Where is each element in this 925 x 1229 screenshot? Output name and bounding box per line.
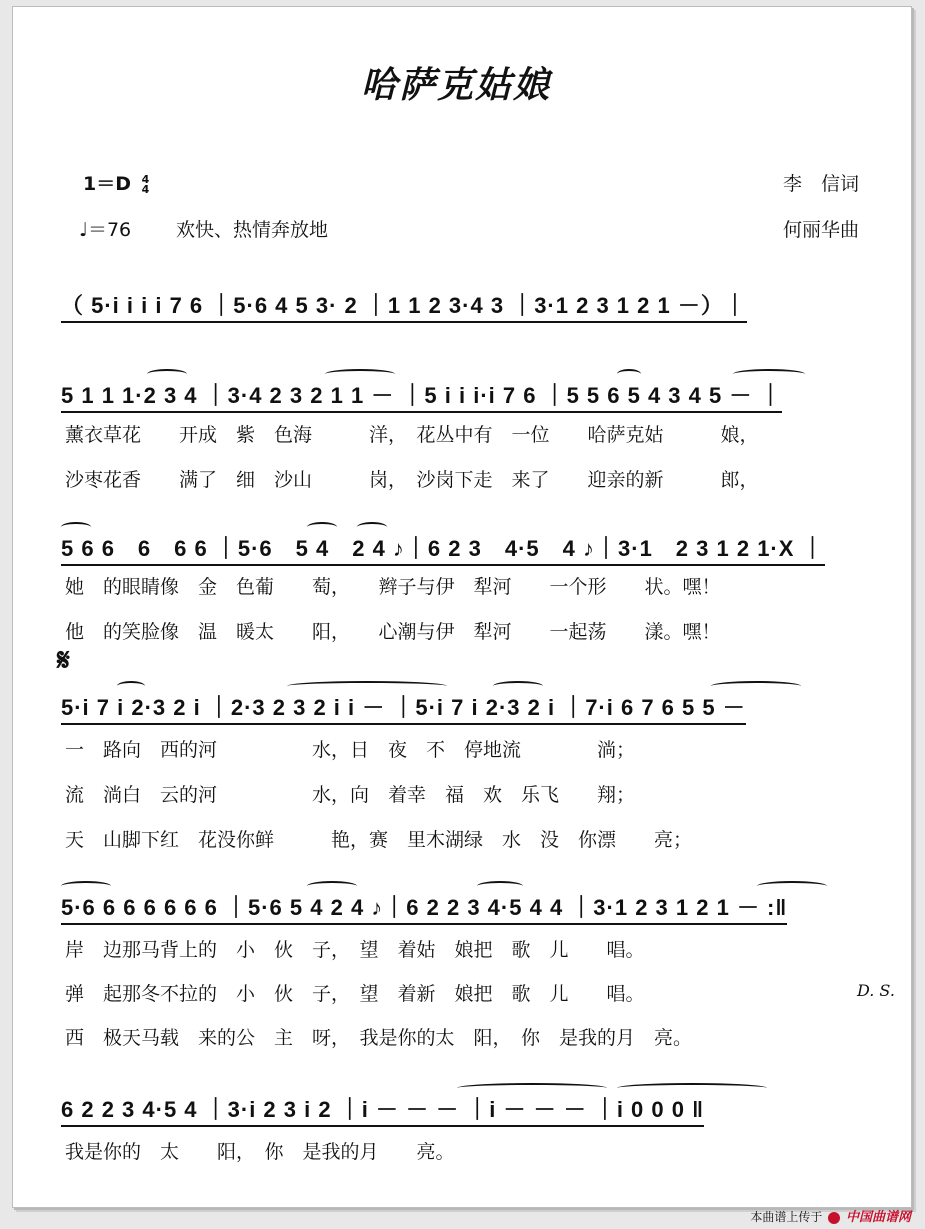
key-signature (83, 169, 149, 196)
notation-line: （ 5·i i i i 7 6 ｜5·6 4 5 3· 2 ｜1 1 2 3·4 3 ｜3·1 2 3 1 2 1 －）｜ (61, 289, 747, 323)
notation-line: 6 2 2 3 4·5 4 ｜3·i 2 3 i 2 ｜i － － － ｜i － － － ｜i 0 0 0 ‖ (61, 1093, 704, 1127)
lyric-line: 一 路向 西的河 水，日 夜 不 停地流 淌； (65, 739, 636, 761)
notation-row-3 (57, 681, 903, 727)
slur (307, 522, 337, 532)
slur (357, 522, 387, 532)
slur (477, 881, 523, 891)
lyric-line: 西 极天马载 来的公 主 呀， 我是你的太 阳， 你 是我的月 亮。 (65, 1027, 693, 1049)
slur (61, 881, 111, 891)
tempo-marking: ♩＝76 (79, 219, 132, 241)
notation-row-1 (57, 369, 903, 415)
dal-segno-marking: D. S. (857, 981, 895, 1000)
slur (757, 881, 827, 891)
slur (307, 881, 357, 891)
notation-row-2 (57, 522, 903, 568)
lyric-line: 沙枣花香 满了 细 沙山 岗， 沙岗下走 来了 迎亲的新 郎， (65, 469, 759, 491)
slur (617, 369, 641, 379)
lyric-line: 她 的眼睛像 金 色葡 萄， 辫子与伊 犁河 一个形 状。嘿！ (65, 576, 721, 598)
lyricist: 李 信词 (783, 173, 860, 195)
slur (733, 369, 805, 379)
site-link[interactable]: 中国曲谱网 (845, 1210, 911, 1225)
slur (457, 1083, 607, 1093)
lyric-line: 岸 边那马背上的 小 伙 子， 望 着姑 娘把 歌 儿 唱。 (65, 939, 645, 961)
expression-marking: 欢快、热情奔放地 (176, 219, 329, 241)
notation-row-4 (57, 881, 903, 927)
lyric-line: 他 的笑脸像 温 暖太 阳， 心潮与伊 犁河 一起荡 漾。嘿！ (65, 621, 721, 643)
notation-line: 5·i 7 i 2·3 2 i ｜2·3 2 3 2 i i － ｜5·i 7 i 2·3 2 i ｜7·i 6 7 6 5 5 － (61, 691, 746, 725)
segno-sign: 𝄋 (57, 643, 70, 678)
key-text: 1＝D (83, 173, 131, 195)
lyric-line: 天 山脚下红 花没你鲜 艳，赛 里木湖绿 水 没 你漂 亮； (65, 829, 693, 851)
slur (61, 522, 91, 532)
score-sheet (12, 6, 912, 1208)
time-signature: 4 4 (141, 172, 150, 196)
notation-line: 5 1 1 1·2 3 4 ｜3·4 2 3 2 1 1 － ｜5 i i i·i 7 6 ｜5 5 6 5 4 3 4 5 － ｜ (61, 379, 782, 413)
notation-line: 5 6 6 6 6 6 ｜5·6 5 4 2 4 ♪｜6 2 3 4·5 4 ♪｜3·1 2 3 1 2 1·X ｜ (61, 532, 825, 566)
site-logo-icon (828, 1212, 840, 1224)
lyric-line: 流 淌白 云的河 水，向 着幸 福 欢 乐飞 翔； (65, 784, 636, 806)
slur (617, 1083, 767, 1093)
upload-text: 本曲谱上传于 (750, 1210, 823, 1224)
song-title: 哈萨克姑娘 (361, 64, 552, 106)
notation-line: 5·6 6 6 6 6 6 6 ｜5·6 5 4 2 4 ♪｜6 2 2 3 4·5 4 4 ｜3·1 2 3 1 2 1 － :‖ (61, 891, 787, 925)
lyric-line: 弹 起那冬不拉的 小 伙 子， 望 着新 娘把 歌 儿 唱。 D. S. (65, 981, 895, 1005)
slur (325, 369, 395, 379)
slur (117, 681, 145, 691)
notation-row-5 (57, 1083, 903, 1129)
slur (493, 681, 543, 691)
notation-row-intro (57, 279, 903, 325)
slur (287, 681, 447, 691)
composer: 何丽华曲 (783, 219, 860, 241)
slur (147, 369, 187, 379)
lyric-line: 薰衣草花 开成 紫 色海 洋， 花丛中有 一位 哈萨克姑 娘， (65, 424, 759, 446)
lyric-line: 我是你的 太 阳， 你 是我的月 亮。 (65, 1141, 455, 1163)
upload-footer (750, 1206, 911, 1225)
slur (711, 681, 801, 691)
